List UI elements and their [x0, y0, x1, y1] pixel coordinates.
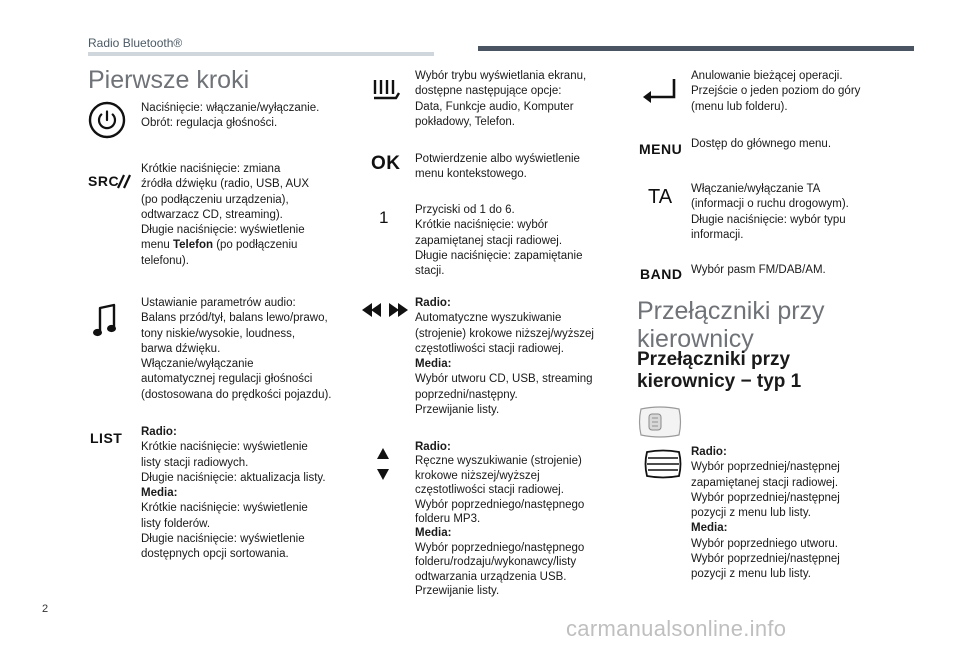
- ta-icon: TA: [648, 186, 673, 208]
- text-line: Potwierdzenie albo wyświetlenie: [415, 153, 580, 165]
- seek-description: [415, 296, 594, 418]
- src-icon-label: SRC: [88, 173, 120, 189]
- text-line: Krótkie naciśnięcie: wybór: [415, 219, 548, 232]
- text-line: Wybór poprzedniego utworu.: [691, 537, 838, 550]
- text-line: Wybór pasm FM/DAB/AM.: [691, 264, 826, 276]
- ta-description: [691, 182, 849, 243]
- text-line: (strojenie) krokowe niższej/wyższej: [415, 327, 594, 340]
- up-down-arrows-icon: [376, 447, 390, 481]
- text-fragment: (po podłączeniu: [213, 239, 298, 252]
- steering-control-illustration: [637, 405, 683, 439]
- media-heading: Media:: [141, 487, 178, 500]
- text-line: Dostęp do głównego menu.: [691, 138, 832, 150]
- telefon-bold: Telefon: [172, 239, 214, 252]
- thumbwheel-description: [691, 445, 840, 583]
- display-mode-icon: [372, 76, 402, 104]
- text-line: folderu MP3.: [415, 513, 481, 526]
- text-line: Przyciski od 1 do 6.: [415, 204, 515, 216]
- list-icon: LIST: [90, 430, 123, 446]
- text-line: odtwarzania urządzenia USB.: [415, 570, 567, 583]
- section-title-first-steps: Pierwsze kroki: [88, 66, 250, 94]
- text-line: Wybór poprzedniego/następnego: [415, 541, 585, 554]
- watermark: carmanualsonline.info: [566, 616, 787, 641]
- text-line: Anulowanie bieżącej operacji.: [691, 70, 843, 82]
- subsection-title-type-1: [637, 349, 801, 393]
- text-line: Przejście o jeden poziom do góry: [691, 85, 861, 98]
- text-line: Automatyczne wyszukiwanie: [415, 312, 562, 325]
- text-line: krokowe niższej/wyższej: [415, 469, 540, 482]
- audio-settings-description: [141, 296, 332, 403]
- text-line: listy folderów.: [141, 517, 211, 530]
- text-line: Wybór trybu wyświetlania ekranu,: [415, 70, 587, 82]
- text-line: (informacji o ruchu drogowym).: [691, 198, 849, 211]
- list-description: [141, 425, 326, 563]
- band-description: [691, 263, 826, 278]
- text-line: Data, Funkcje audio, Komputer: [415, 100, 574, 113]
- text-line: Balans przód/tył, balans lewo/prawo,: [141, 312, 328, 325]
- text-line: kierownicy: [637, 325, 754, 353]
- text-line: Przewijanie listy.: [415, 404, 500, 417]
- thumbwheel-icon: [643, 449, 683, 479]
- text-line: Włączanie/wyłączanie TA: [691, 183, 821, 195]
- text-line: telefonu).: [141, 254, 189, 267]
- text-line: [141, 238, 309, 253]
- text-line: listy stacji radiowych.: [141, 456, 249, 469]
- text-line: kierownicy − typ 1: [637, 371, 802, 392]
- text-line: Długie naciśnięcie: wyświetlenie: [141, 533, 305, 546]
- updown-description: [415, 440, 584, 598]
- seek-arrows-icon: [362, 302, 408, 318]
- radio-heading: Radio:: [415, 441, 451, 453]
- src-description: [141, 162, 309, 269]
- text-line: zapamiętanej stacji radiowej.: [691, 476, 839, 489]
- text-line: Wybór poprzedniej/następnej: [691, 491, 840, 504]
- text-line: źródła dźwięku (radio, USB, AUX: [141, 178, 310, 191]
- text-line: informacji.: [691, 228, 744, 241]
- back-description: [691, 69, 860, 115]
- text-line: Krótkie naciśnięcie: wyświetlenie: [141, 502, 308, 515]
- preset-1-icon: 1: [379, 208, 389, 227]
- header-label: Radio Bluetooth®: [88, 36, 183, 50]
- text-line: zapamiętanej stacji radiowej.: [415, 234, 563, 247]
- text-line: (dostosowana do prędkości pojazdu).: [141, 388, 332, 401]
- page-number: 2: [42, 603, 49, 615]
- text-line: Przewijanie listy.: [415, 585, 500, 598]
- ok-icon: OK: [371, 153, 401, 174]
- text-line: Ręczne wyszukiwanie (strojenie): [415, 455, 582, 468]
- header-divider-right: [478, 46, 914, 51]
- text-line: stacji.: [415, 265, 445, 278]
- text-line: Wybór poprzedniego/następnego: [415, 498, 585, 511]
- text-line: Przełączniki przy: [637, 349, 791, 370]
- text-line: Krótkie naciśnięcie: zmiana: [141, 163, 281, 175]
- src-icon: [88, 172, 132, 192]
- text-line: poprzedni/następny.: [415, 388, 518, 401]
- media-heading: Media:: [415, 358, 452, 371]
- text-line: menu kontekstowego.: [415, 168, 527, 181]
- text-line: Wybór utworu CD, USB, streaming: [415, 373, 593, 386]
- text-line: Naciśnięcie: włączanie/wyłączanie.: [141, 102, 320, 114]
- section-title-steering-switches: [637, 297, 825, 353]
- preset-description: [415, 203, 583, 279]
- text-line: Długie naciśnięcie: wyświetlenie: [141, 224, 305, 237]
- media-heading: Media:: [415, 527, 452, 540]
- text-line: pozycji z menu lub listy.: [691, 507, 811, 520]
- text-line: odtwarzacz CD, streaming).: [141, 208, 283, 221]
- menu-icon: MENU: [639, 141, 683, 157]
- text-line: Ustawianie parametrów audio:: [141, 297, 296, 309]
- text-line: Długie naciśnięcie: wybór typu: [691, 213, 846, 226]
- media-heading: Media:: [691, 522, 728, 535]
- menu-description: [691, 137, 831, 152]
- header-divider-left: [88, 52, 434, 56]
- text-fragment: menu: [141, 239, 173, 252]
- text-line: dostępne następujące opcje:: [415, 85, 562, 98]
- band-icon: BAND: [640, 266, 683, 282]
- text-line: tony niskie/wysokie, loudness,: [141, 327, 296, 340]
- text-line: częstotliwości stacji radiowej.: [415, 342, 564, 355]
- text-line: folderu/rodzaju/wykonawcy/listy: [415, 556, 577, 569]
- power-icon: [88, 101, 126, 139]
- ok-description: [415, 152, 580, 183]
- text-line: pokładowy, Telefon.: [415, 115, 515, 128]
- back-icon: [641, 76, 679, 106]
- text-line: barwa dźwięku.: [141, 342, 221, 355]
- text-line: (po podłączeniu urządzenia),: [141, 193, 289, 206]
- text-line: Długie naciśnięcie: zapamiętanie: [415, 249, 583, 262]
- text-line: pozycji z menu lub listy.: [691, 568, 811, 581]
- radio-heading: Radio:: [691, 446, 727, 458]
- text-line: Przełączniki przy: [637, 297, 825, 325]
- text-line: Obrót: regulacja głośności.: [141, 117, 278, 130]
- display-mode-description: [415, 69, 586, 130]
- text-line: Włączanie/wyłączanie: [141, 358, 254, 371]
- music-note-icon: [92, 303, 120, 339]
- radio-heading: Radio:: [141, 426, 177, 438]
- radio-heading: Radio:: [415, 297, 451, 309]
- text-line: Długie naciśnięcie: aktualizacja listy.: [141, 471, 326, 484]
- text-line: Wybór poprzedniej/następnej: [691, 553, 840, 566]
- text-line: Wybór poprzedniej/następnej: [691, 461, 840, 474]
- text-line: automatycznej regulacji głośności: [141, 373, 313, 386]
- text-line: dostępnych opcji sortowania.: [141, 548, 289, 561]
- text-line: Krótkie naciśnięcie: wyświetlenie: [141, 441, 308, 454]
- power-description: [141, 101, 319, 132]
- text-line: częstotliwości stacji radiowej.: [415, 484, 564, 497]
- text-line: (menu lub folderu).: [691, 100, 788, 113]
